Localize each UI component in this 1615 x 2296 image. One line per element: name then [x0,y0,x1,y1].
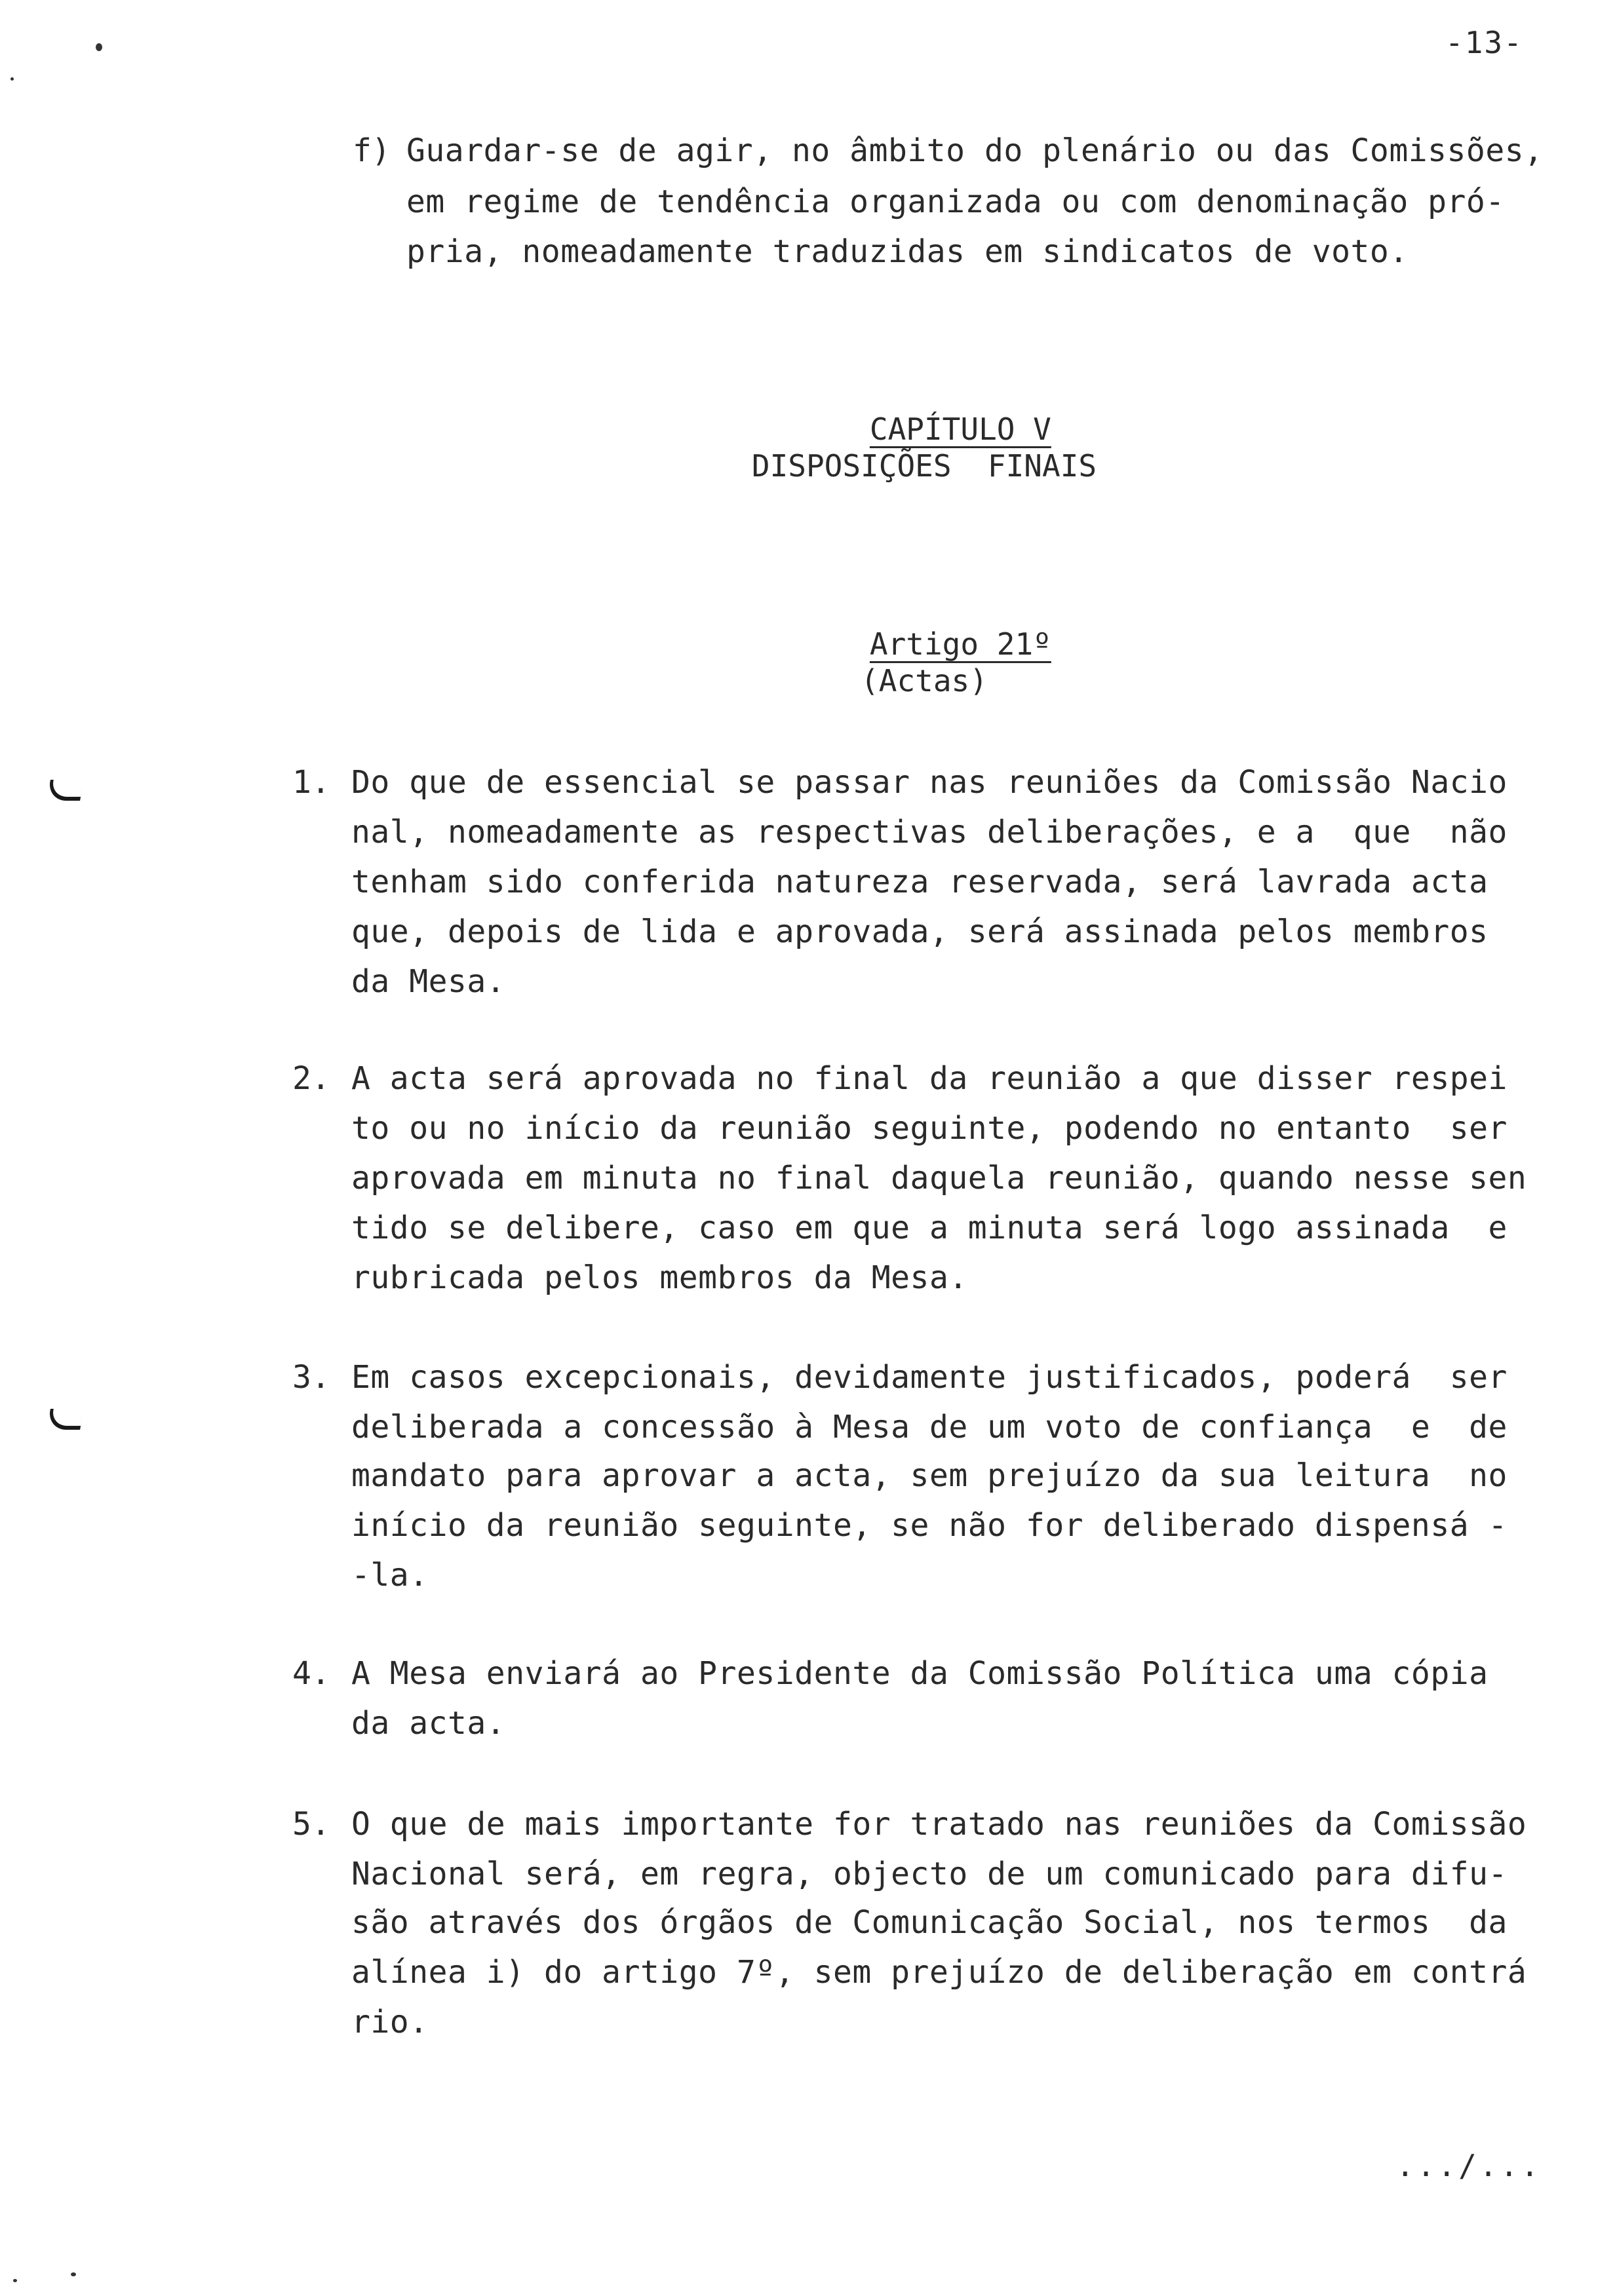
paragraph-number: 4. [292,1655,330,1692]
paragraph-line: rubricada pelos membros da Mesa. [351,1259,968,1296]
margin-check-mark [47,780,84,801]
chapter-title-text: CAPÍTULO V [869,411,1051,447]
scan-speck [96,43,102,51]
paragraph-number: 1. [292,764,330,801]
paragraph-line: da acta. [351,1705,506,1742]
article-title-text: Artigo 21º [869,626,1051,662]
paragraph-line: tenham sido conferida natureza reservada, será lavrada acta [351,864,1489,900]
continuation-marker: .../... [1396,2148,1542,2183]
item-f-line: Guardar-se de agir, no âmbito do plenário ou das Comissões, [406,132,1544,169]
paragraph-line: da Mesa. [351,963,506,1000]
paragraph-line: Do que de essencial se passar nas reuniões da Comissão Nacio [351,764,1508,801]
paragraph-line: -la. [351,1557,429,1594]
paragraph-line: aprovada em minuta no final daquela reunião, quando nesse sen [351,1160,1527,1196]
chapter-subtitle: DISPOSIÇÕES FINAIS [751,448,1097,484]
paragraph-line: que, depois de lida e aprovada, será assinada pelos membros [351,913,1489,950]
paragraph-line: deliberada a concessão à Mesa de um voto de confiança e de [351,1409,1508,1445]
paragraph-line: alínea i) do artigo 7º, sem prejuízo de deliberação em contrá [351,1954,1527,1991]
paragraph-number: 2. [292,1060,330,1097]
page-number: -13- [1445,25,1523,60]
item-f-line: em regime de tendência organizada ou com denominação pró- [406,183,1505,220]
paragraph-line: Em casos excepcionais, devidamente justificados, poderá ser [351,1359,1508,1396]
paragraph-line: nal, nomeadamente as respectivas deliberações, e a que não [351,814,1508,851]
paragraph-line: to ou no início da reunião seguinte, podendo no entanto ser [351,1110,1508,1147]
article-subtitle: (Actas) [861,663,988,698]
paragraph-line: A Mesa enviará ao Presidente da Comissão Política uma cópia [351,1655,1489,1692]
paragraph-number: 3. [292,1359,330,1396]
paragraph-line: início da reunião seguinte, se não for deliberado dispensá - [351,1507,1508,1544]
paragraph-line: mandato para aprovar a acta, sem prejuízo da sua leitura no [351,1457,1508,1494]
paragraph-line: são através dos órgãos de Comunicação Social, nos termos da [351,1904,1508,1941]
item-f-line: pria, nomeadamente traduzidas em sindicatos de voto. [406,233,1409,270]
paragraph-line: rio. [351,2004,429,2040]
paragraph-line: Nacional será, em regra, objecto de um comunicado para difu- [351,1856,1508,1892]
scan-speck [10,77,14,81]
item-f-label: f) [353,132,391,169]
paragraph-line: tido se delibere, caso em que a minuta será logo assinada e [351,1210,1508,1246]
scan-speck [71,2272,76,2276]
paragraph-line: O que de mais importante for tratado nas reuniões da Comissão [351,1806,1527,1843]
scan-speck [13,2279,17,2282]
margin-check-mark [47,1409,84,1430]
paragraph-number: 5. [292,1806,330,1843]
paragraph-line: A acta será aprovada no final da reunião a que disser respei [351,1060,1508,1097]
